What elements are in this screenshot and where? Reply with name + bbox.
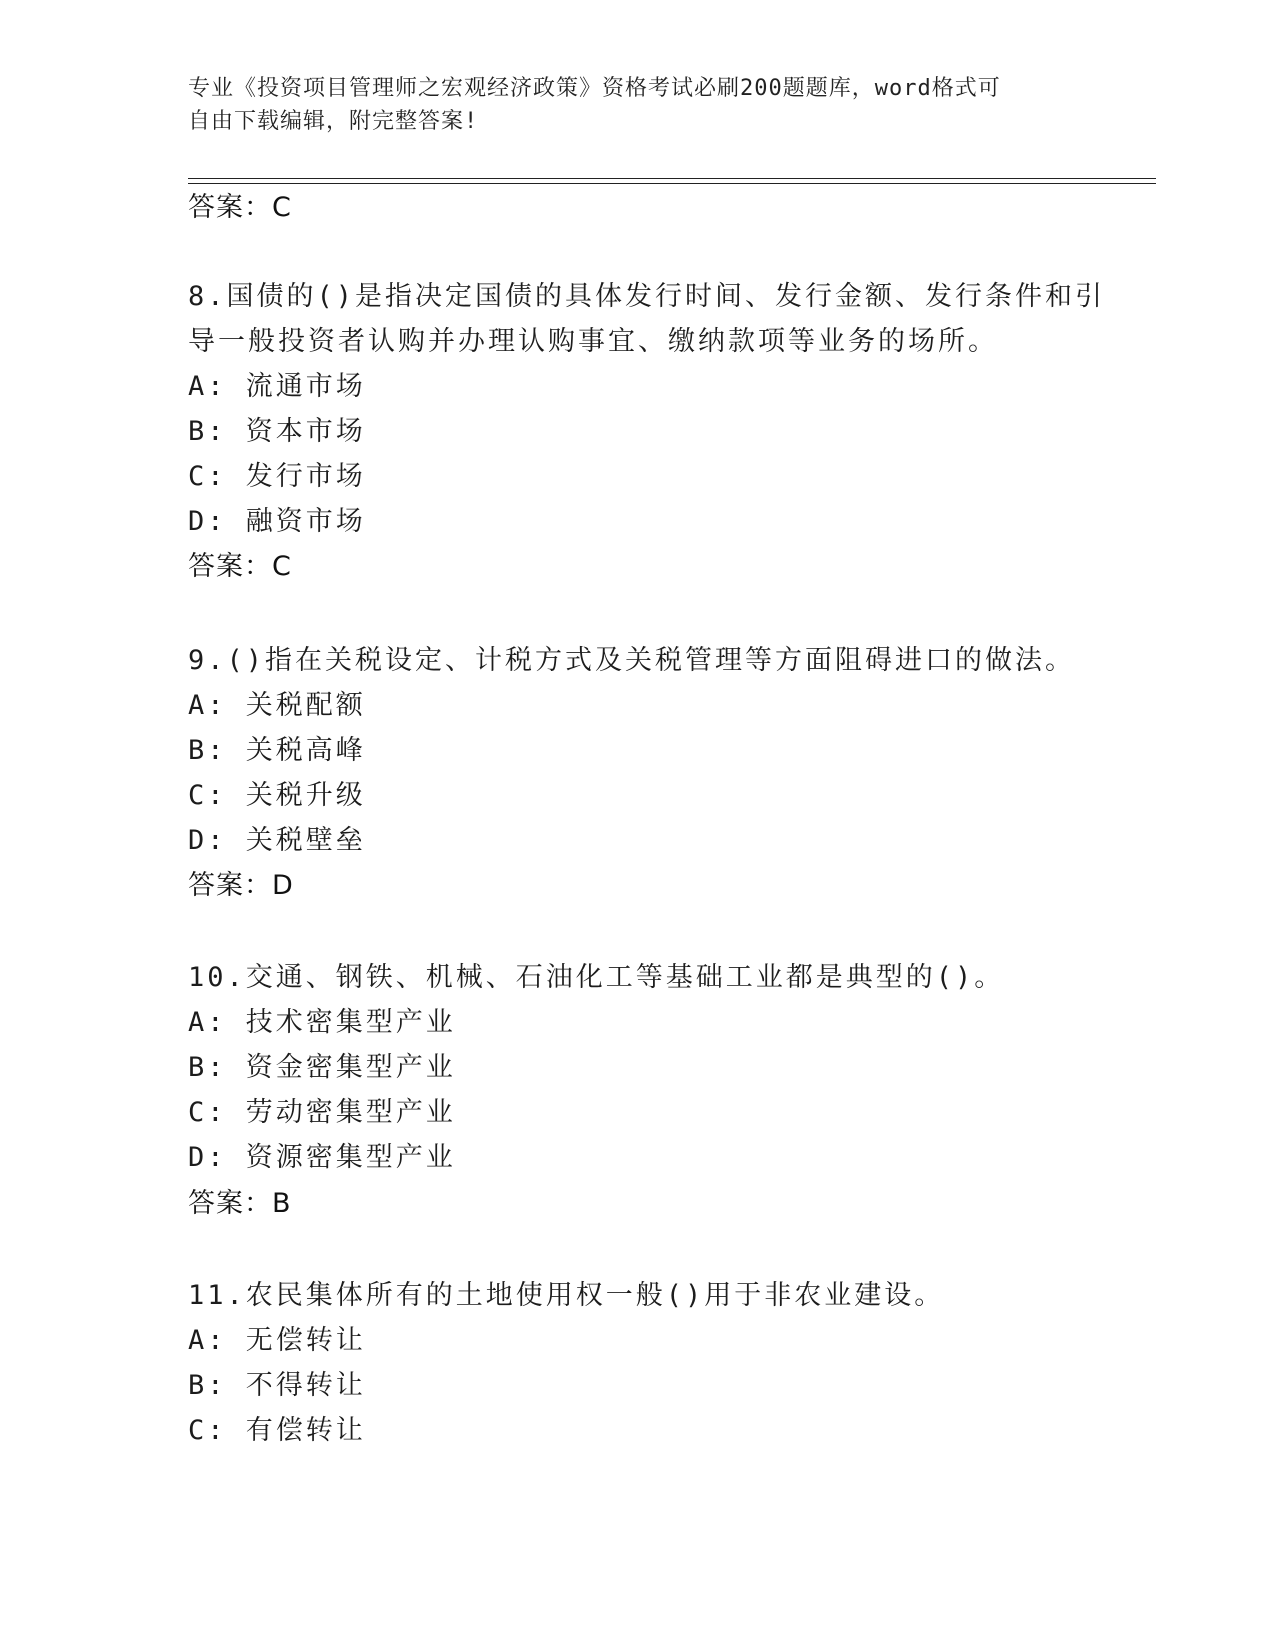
header-line-2: 自由下载编辑，附完整答案!	[188, 109, 479, 134]
question-8-option-b: B: 资本市场	[188, 416, 366, 447]
question-10-option-c: C: 劳动密集型产业	[188, 1097, 456, 1128]
question-9-answer: 答案：D	[188, 870, 294, 901]
question-10-option-d: D: 资源密集型产业	[188, 1142, 456, 1173]
question-11-stem: 11.农民集体所有的土地使用权一般()用于非农业建设。	[188, 1280, 945, 1311]
question-10-stem: 10.交通、钢铁、机械、石油化工等基础工业都是典型的()。	[188, 962, 1005, 993]
question-10-option-a: A: 技术密集型产业	[188, 1007, 456, 1038]
question-11-option-c: C: 有偿转让	[188, 1415, 366, 1446]
header-line-1: 专业《投资项目管理师之宏观经济政策》资格考试必刷200题题库，word格式可	[188, 76, 1001, 101]
question-8-option-a: A: 流通市场	[188, 371, 366, 402]
question-11-option-a: A: 无偿转让	[188, 1325, 366, 1356]
question-9-option-c: C: 关税升级	[188, 780, 366, 811]
question-8-option-d: D: 融资市场	[188, 506, 366, 537]
question-8-answer: 答案：C	[188, 551, 292, 582]
question-10-option-b: B: 资金密集型产业	[188, 1052, 456, 1083]
header-divider-top	[188, 178, 1156, 179]
question-9-option-d: D: 关税壁垒	[188, 825, 366, 856]
header-divider-bottom	[188, 183, 1156, 184]
document-header	[188, 72, 1088, 138]
previous-answer: 答案：C	[188, 192, 292, 223]
question-9-option-b: B: 关税高峰	[188, 735, 366, 766]
question-11-option-b: B: 不得转让	[188, 1370, 366, 1401]
question-8-stem-line-1: 8.国债的()是指决定国债的具体发行时间、发行金额、发行条件和引	[188, 281, 1106, 312]
question-9-stem: 9.()指在关税设定、计税方式及关税管理等方面阻碍进口的做法。	[188, 645, 1076, 676]
question-10-answer: 答案：B	[188, 1188, 292, 1219]
question-8-option-c: C: 发行市场	[188, 461, 366, 492]
question-9-option-a: A: 关税配额	[188, 690, 366, 721]
question-8-stem-line-2: 导一般投资者认购并办理认购事宜、缴纳款项等业务的场所。	[188, 326, 998, 357]
